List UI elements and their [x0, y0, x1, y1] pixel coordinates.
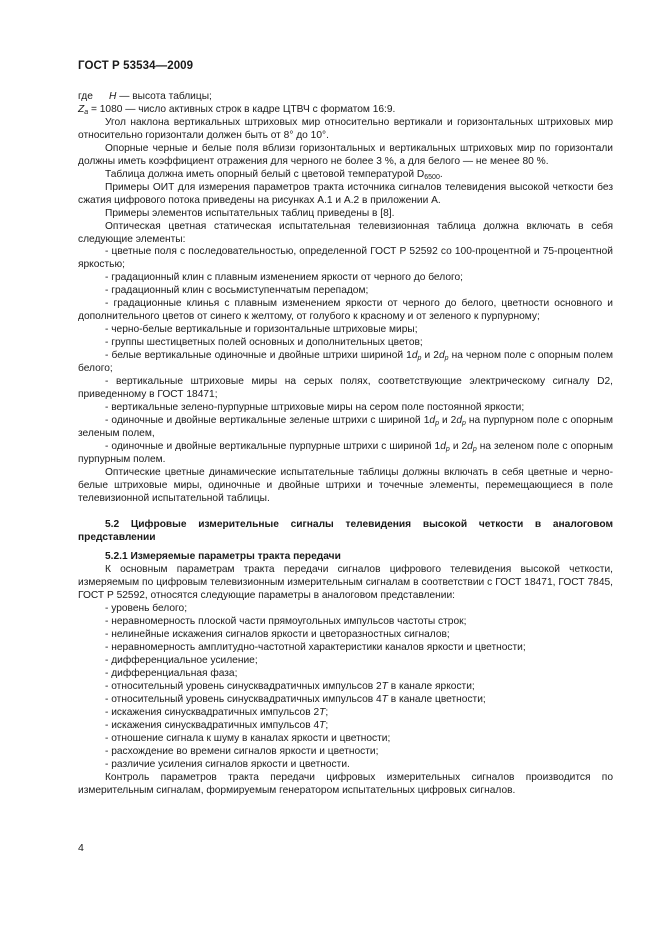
where-line-h [78, 91, 613, 104]
paragraph-angle: Угол наклона вертикальных штриховых мир относительно вертикали и горизонтальных штриховых мир относительно горизонтали должен быть от 8° до 10°. [78, 116, 613, 141]
list-item: - цветные поля с последовательностью, определенной ГОСТ Р 52592 со 100-процентной и 75-процентной яркостью; [78, 246, 613, 271]
standard-header: ГОСТ Р 53534—2009 [78, 60, 194, 72]
list-item: - вертикальные зелено-пурпурные штриховые миры на сером поле постоянной яркости; [105, 401, 525, 413]
where-line-z [78, 104, 613, 117]
list-item: - отношение сигнала к шуму в каналах яркости и цветности; [105, 732, 391, 744]
subsection-heading: 5.2.1 Измеряемые параметры тракта передачи [105, 551, 341, 563]
symbol-h: H [109, 91, 117, 102]
list-item: - неравномерность амплитудно-частотной характеристики каналов яркости и цветности; [105, 642, 526, 654]
list-item: - искажения синусквадратичных импульсов 2T; [105, 706, 329, 718]
page-body [78, 91, 613, 798]
list-item: - различие усиления сигналов яркости и цветности. [105, 758, 350, 770]
list-item: - белые вертикальные одиночные и двойные штрихи шириной $1d_p$ и $2d_p$ на черном поле с опорным полем белого; [78, 350, 613, 375]
paragraph-reflectance: Опорные черные и белые поля вблизи горизонтальных и вертикальных штриховых мир по горизонтали должны иметь коэффициент отражения для черного не более 3 %, а для белого — не менее 80 %. [78, 142, 613, 167]
paragraph-static-chart: Оптическая цветная статическая испытательная телевизионная таблица должна включать в себя следующие элементы: [78, 220, 613, 245]
section-heading: 5.2 Цифровые измерительные сигналы телевидения высокой четкости в аналоговом представлении [78, 518, 613, 543]
paragraph-examples-elements: Примеры элементов испытательных таблиц приведены в [8]. [105, 207, 395, 219]
list-item: - расхождение во времени сигналов яркости и цветности; [105, 745, 379, 757]
list-item: - дифференциальное усиление; [105, 655, 258, 667]
paragraph-white-reference: Таблица должна иметь опорный белый с цветовой температурой $D_{6500}$. [105, 168, 443, 181]
list-item: - градационный клин с плавным изменением яркости от черного до белого; [105, 272, 463, 284]
list-item: - одиночные и двойные вертикальные зеленые штрихи с шириной $1d_p$ и $2d_p$ на пурпурном поле с опорным зеленым полем, [78, 414, 613, 439]
list-item: - дифференциальная фаза; [105, 668, 238, 680]
list-item: - вертикальные штриховые миры на серых полях, соответствующие электрическому сигналу D2, приведенному в ГОСТ 18471; [78, 376, 613, 400]
list-item: - черно-белые вертикальные и горизонтальные штриховые миры; [105, 324, 418, 336]
symbol-z-sub: a [84, 109, 89, 116]
list-item: - неравномерность плоской части прямоугольных импульсов частоты строк; [105, 616, 467, 628]
list-item: - относительный уровень синусквадратичных импульсов 4T в канале цветности; [105, 693, 486, 705]
list-item: - относительный уровень синусквадратичных импульсов 2T в канале яркости; [105, 680, 475, 692]
list-item: - градационные клинья с плавным изменением яркости от черного до белого, цветности основного и дополнительного цветов от синего к желтому, от голубого к красному и от зеленого к пурпурному; [78, 298, 613, 323]
where-z-text: = 1080 — число активных строк в кадре ЦТВЧ с форматом 16:9. [88, 104, 396, 115]
where-label: где [78, 91, 93, 102]
list-item: - группы шестицветных полей основных и дополнительных цветов; [105, 337, 423, 349]
page-number: 4 [78, 842, 84, 854]
paragraph-control: Контроль параметров тракта передачи цифровых измерительных сигналов производится по измерительным сигналам, формируемым генератором испытательных цифровых сигналов. [78, 771, 613, 796]
paragraph-dynamic-charts: Оптические цветные динамические испытательные таблицы должны включать в себя цветные и черно-белые штриховые миры, одиночные и двойные штрихи и точечные элементы, перемещающиеся в поле телевизионной испытательной таблицы. [78, 466, 613, 504]
paragraph-parameters-intro: К основным параметрам тракта передачи сигналов цифрового телевидения высокой четкости, измеряемым по цифровым телевизионным измерительным сигналам в соответствии с ГОСТ 18471, ГОСТ 7845, ГОСТ Р 52592, относятся следующие параметры в аналоговом представлении: [78, 564, 613, 602]
list-item: - уровень белого; [105, 603, 188, 615]
where-h-text: — высота таблицы; [116, 91, 212, 102]
list-item: - градационный клин с восьмиступенчатым перепадом; [105, 285, 369, 297]
list-item: - искажения синусквадратичных импульсов 4T; [105, 719, 329, 731]
list-item: - одиночные и двойные вертикальные пурпурные штрихи с шириной $1d_p$ и $2d_p$ на зеленом поле с опорным пурпурным полем. [78, 440, 613, 465]
list-item: - нелинейные искажения сигналов яркости и цветоразностных сигналов; [105, 629, 450, 641]
symbol-z: Z [78, 104, 85, 115]
paragraph-examples-oit: Примеры ОИТ для измерения параметров тракта источника сигналов телевидения высокой четкости без сжатия цифрового потока приведены на рисунках А.1 и А.2 в приложении А. [78, 181, 613, 206]
